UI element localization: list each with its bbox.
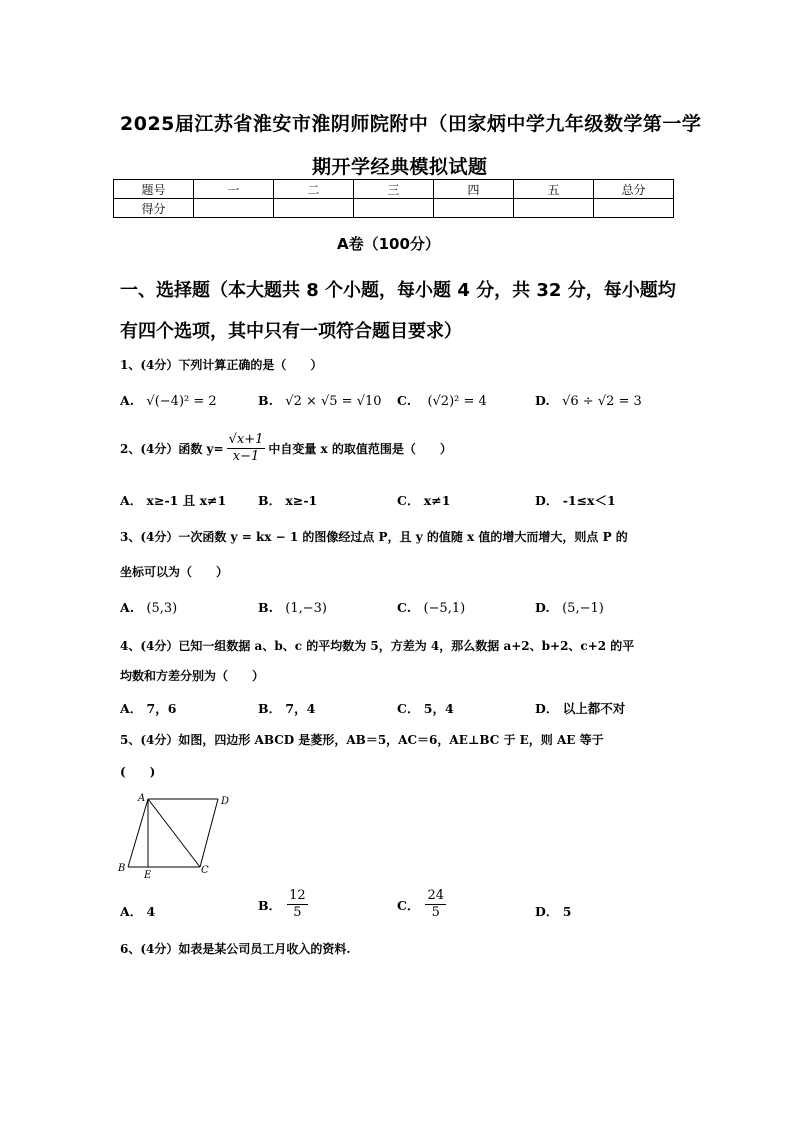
- q5-option-c-fraction: [425, 888, 446, 921]
- q3-option-b-expr: (1,−3): [285, 601, 327, 616]
- score-table-header: 题号: [114, 180, 194, 199]
- q1-option-a: [120, 393, 217, 409]
- q3-stem-line-2: 坐标可以为（ ）: [120, 565, 229, 579]
- label-d: D: [221, 796, 230, 807]
- q3-option-a-expr: (5,3): [146, 601, 178, 616]
- score-table-header: 二: [274, 180, 354, 199]
- q2-option-d: D． -1≤x＜1: [535, 493, 616, 508]
- option-label: C.: [397, 393, 412, 408]
- score-table-header-row: [114, 180, 674, 199]
- q3-stem-line-1: 3、(4分）一次函数 y = kx − 1 的图像经过点 P，且 y 的值随 x 值的增大而增大，则点 P 的: [120, 530, 628, 544]
- score-table-header: 五: [514, 180, 594, 199]
- q1-option-a-expr: √(−4)² = 2: [146, 394, 217, 409]
- diagonal-ac: [148, 799, 200, 867]
- option-label: C．: [397, 897, 420, 913]
- q2-stem-suffix: 中自变量 x 的取值范围是（ ）: [268, 442, 452, 456]
- fraction-denominator: 5: [431, 905, 440, 920]
- score-table: [113, 179, 674, 218]
- option-label: C.: [397, 600, 412, 615]
- edge-ab: [128, 799, 148, 867]
- q5-option-b-fraction: [287, 888, 308, 921]
- q1-stem: 1、(4分）下列计算正确的是（ ）: [120, 358, 323, 372]
- option-label: B.: [258, 600, 273, 615]
- q5-stem-line-2: ( ): [120, 765, 156, 779]
- section-heading-line-1: 一、选择题（本大题共 8 个小题，每小题 4 分，共 32 分，每小题均: [120, 280, 676, 301]
- score-table-header: 四: [434, 180, 514, 199]
- q1-option-d: [535, 393, 642, 409]
- rhombus-figure: [115, 792, 240, 882]
- q5-option-d: D． 5: [535, 904, 572, 919]
- title-line-2: 期开学经典模拟试题: [312, 156, 488, 178]
- score-table-header: 一: [194, 180, 274, 199]
- q1-option-b: [258, 393, 382, 409]
- q3-option-d: [535, 600, 604, 616]
- q2-fraction-numerator: √x+1: [228, 432, 264, 447]
- q1-option-c-expr: (√2)² = 4: [427, 394, 487, 409]
- q6-stem: 6、(4分）如表是某公司员工月收入的资料.: [120, 942, 351, 956]
- paper-label: A卷（100分）: [337, 235, 440, 253]
- q2-fraction-denominator: x−1: [232, 449, 260, 464]
- label-e: E: [144, 870, 152, 881]
- option-label: D.: [535, 600, 550, 615]
- fraction-numerator: 24: [427, 888, 444, 903]
- score-row-label: 得分: [114, 199, 194, 218]
- score-table-score-row: [114, 199, 674, 218]
- section-heading-line-2: 有四个选项，其中只有一项符合题目要求）: [120, 321, 462, 342]
- q1-option-c: [397, 393, 487, 409]
- q5-option-b: [258, 888, 308, 921]
- q4-option-a: A． 7，6: [120, 701, 177, 716]
- option-label: D.: [535, 393, 550, 408]
- label-a: A: [138, 793, 146, 804]
- q5-option-a: A． 4: [120, 904, 156, 919]
- score-cell: [274, 199, 354, 218]
- score-table-header: 三: [354, 180, 434, 199]
- q2-option-a: A． x≥-1 且 x≠1: [120, 493, 227, 508]
- q2-stem: [120, 432, 452, 465]
- score-cell: [194, 199, 274, 218]
- q1-option-d-expr: √6 ÷ √2 = 3: [562, 394, 642, 409]
- score-cell: [354, 199, 434, 218]
- q3-option-c-expr: (−5,1): [423, 601, 466, 616]
- q5-stem-line-1: 5、(4分）如图，四边形 ABCD 是菱形，AB＝5，AC＝6，AE⊥BC 于 E，则 AE 等于: [120, 733, 604, 747]
- option-label: A.: [120, 393, 135, 408]
- option-label: B．: [258, 897, 282, 913]
- fraction-denominator: 5: [293, 905, 302, 920]
- label-c: C: [201, 865, 209, 876]
- fraction-numerator: 12: [289, 888, 306, 903]
- q2-stem-prefix: 2、(4分）函数 y=: [120, 442, 224, 456]
- q2-function-fraction: [227, 432, 266, 465]
- score-cell: [594, 199, 674, 218]
- title-line-1: 2025届江苏省淮安市淮阴师院附中（田家炳中学九年级数学第一学: [120, 113, 702, 135]
- option-label: A.: [120, 600, 135, 615]
- q3-option-b: [258, 600, 327, 616]
- q4-stem-line-1: 4、(4分）已知一组数据 a、b、c 的平均数为 5，方差为 4，那么数据 a+2、b+2、c+2 的平: [120, 639, 635, 653]
- q3-option-a: [120, 600, 177, 616]
- q5-option-c: [397, 888, 446, 921]
- q4-option-c: C． 5，4: [397, 701, 454, 716]
- edge-dc: [200, 799, 218, 867]
- q2-option-b: B． x≥-1: [258, 493, 318, 508]
- score-table-header: 总分: [594, 180, 674, 199]
- q3-option-c: [397, 600, 465, 616]
- label-b: B: [118, 863, 126, 874]
- q1-option-b-expr: √2 × √5 = √10: [285, 394, 382, 409]
- q4-option-b: B． 7，4: [258, 701, 316, 716]
- q3-option-d-expr: (5,−1): [562, 601, 604, 616]
- q2-option-c: C． x≠1: [397, 493, 451, 508]
- score-cell: [434, 199, 514, 218]
- q4-option-d: D． 以上都不对: [535, 701, 626, 716]
- option-label: B.: [258, 393, 273, 408]
- q4-stem-line-2: 均数和方差分别为（ ）: [120, 669, 265, 683]
- score-cell: [514, 199, 594, 218]
